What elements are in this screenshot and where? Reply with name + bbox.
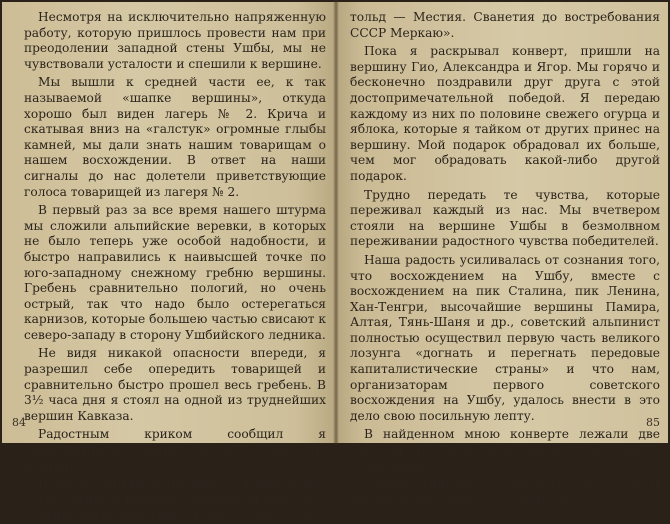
paragraph: Трудно передать те чувства, которые переживал каждый из нас. Мы вчетвером стояли на вершине Ушбы в безмолвном переживании радостного чувства победителей. [350, 187, 660, 249]
page-number: 84 [12, 416, 26, 429]
paragraph: Под камнями вблизи вершины я обнаружил обыкновенный конверт с немецкой маркой и с надписью на адресной стороне: «Фриц Бех- [24, 477, 326, 523]
paragraph: Первая записка: «16 августа 1929 года. II восхождение с юга (путь А. Шульце) с [350, 477, 660, 507]
paragraph: Пока я раскрывал конверт, пришли на вершину Гио, Александра и Ягор. Мы горячо и бесконечно поздравили друг друга с этой достопримечательной победой. Я передаю каждому из них по половине свежего огурца и яблока, которые я тайком от других принес на вершину. Мой подарок обрадовал их больше, чем мог обрадовать какой-либо другой подарок. [350, 44, 660, 183]
paragraph: В первый раз за все время нашего штурма мы сложили альпийские веревки, в которых не было теперь уже особой надобности, и быстро направились к наивысшей точке по юго-западному снежному гребню вершины. Гребень сравнительно пологий, но очень острый, так что надо было остерегаться карнизов, которые большею частью свисают к северо-западу в сторону Ушбийского ледника. [24, 203, 326, 342]
paragraph: Мы вышли к средней части ее, к так называемой «шапке вершины», откуда хорошо был виден лагерь № 2. Крича и скатывая вниз на «галстук» огромные глыбы камней, мы дали знать нашим товарищам о нашем восхождении. В ответ на наши сигналы до нас долетели приветствующие голоса товарищей из лагеря № 2. [24, 75, 326, 199]
left-page [2, 2, 336, 523]
right-page-text [350, 10, 660, 508]
paragraph: Наша радость усиливалась от сознания того, что восхождением на Ушбу, вместе с восхождением на пик Сталина, пик Ленина, Хан-Тенгри, высочайшие вершины Памира, Алтая, Тянь-Шаня и др., советский альпинист полностью осуществил первую часть великого лозунга «догнать и перегнать передовые капиталистические страны» и что нам, организаторам первого советского восхождения на Ушбу, удалось внести в это дело свою посильную лепту. [350, 252, 660, 423]
paragraph: тольд — Местия. Сванетия до востребования СССР Меркаю». [350, 10, 660, 40]
right-page [336, 2, 668, 507]
book-gutter [333, 0, 339, 445]
page-number: 85 [646, 416, 660, 429]
paragraph: Не видя никакой опасности впереди, я разрешил себе опередить товарищей и сравнительно быстро прошел весь гребень. В 3½ часа дня я стоял на одной из труднейших вершин Кавказа. [24, 346, 326, 423]
paragraph: Радостным криком сообщил я показавшимся товарищам, что стою на вершине. [24, 427, 326, 473]
left-page-text [24, 10, 326, 524]
paragraph: В найденном мною конверте лежали две записки на немецком языке следующего содержания. [350, 427, 660, 473]
paragraph: Несмотря на исключительно напряженную работу, которую пришлось провести нам при преодолении западной стены Ушбы, мы не чувствовали усталости и спешили к вершине. [24, 10, 326, 71]
